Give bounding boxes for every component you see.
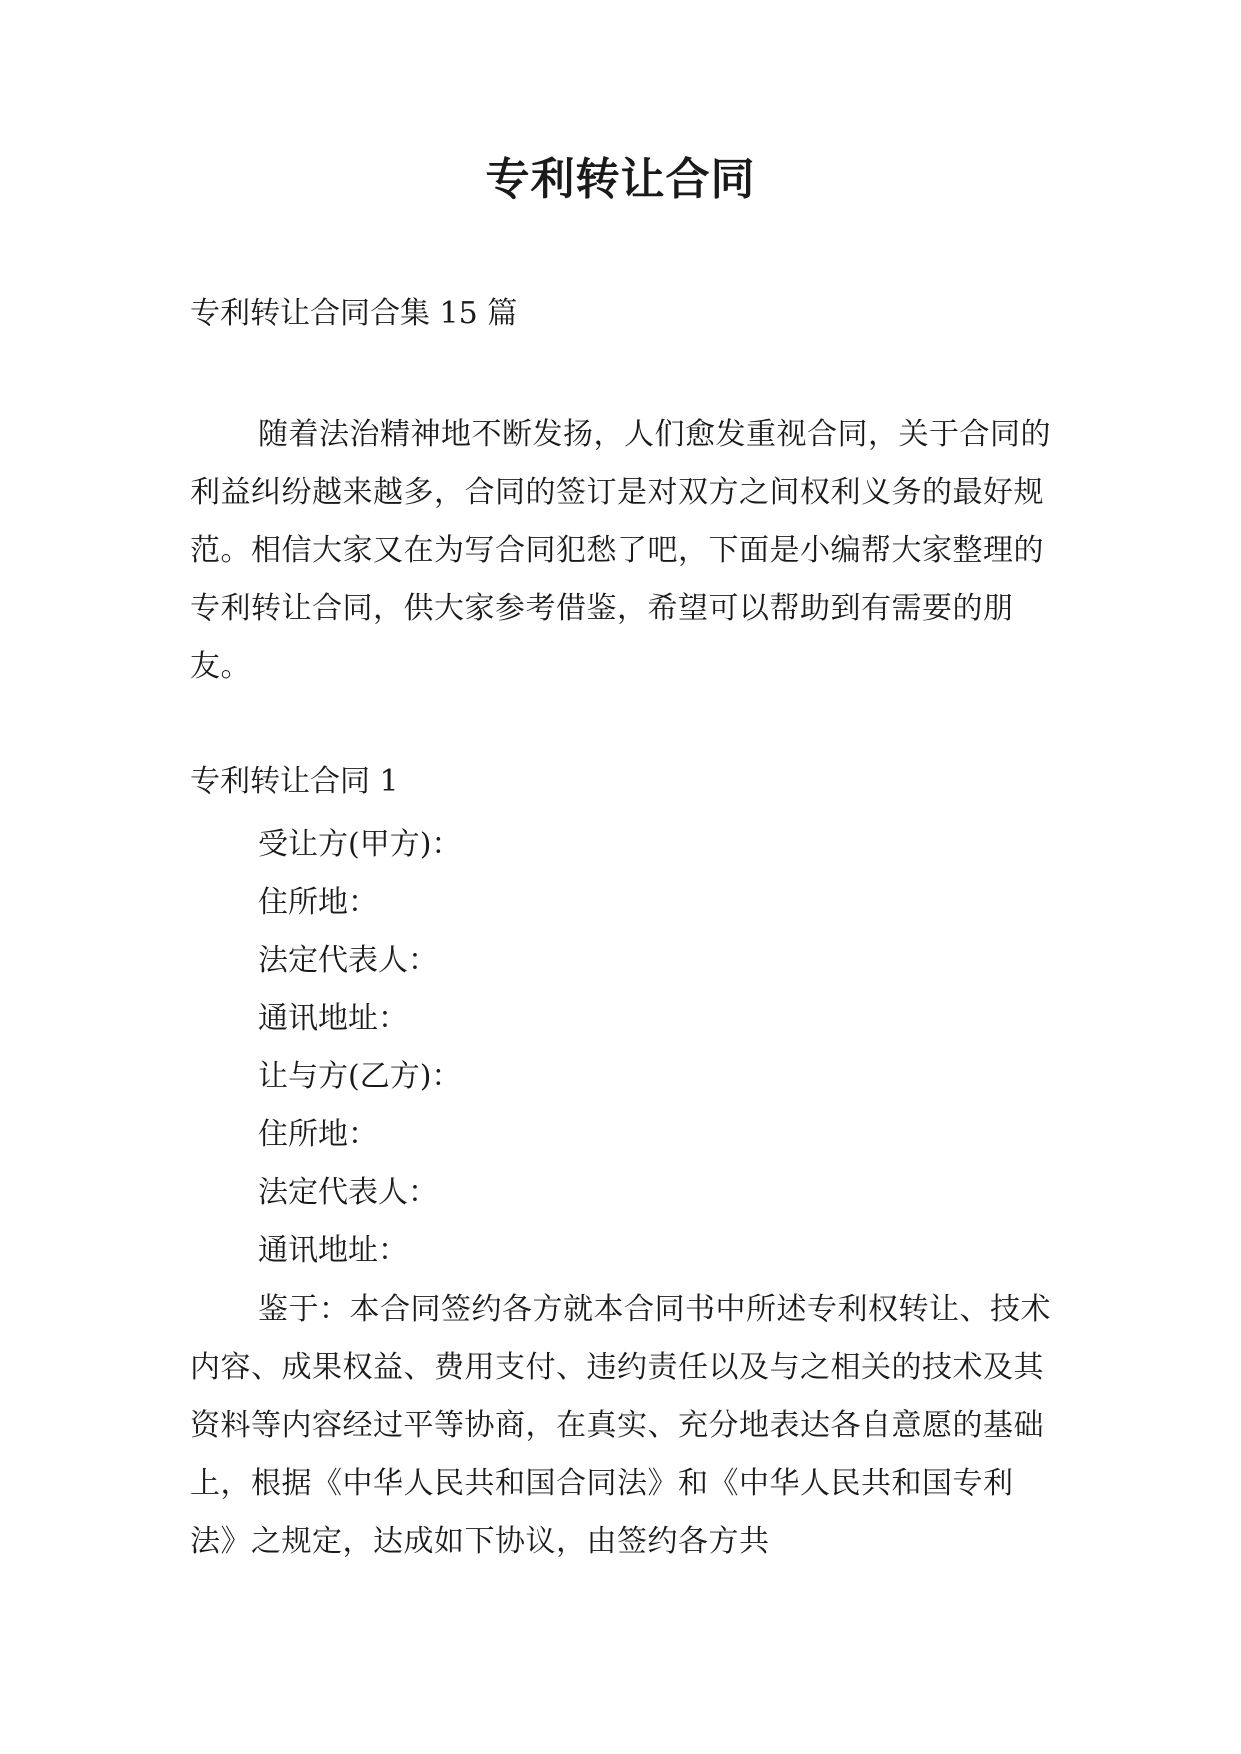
field-transferee-address: 住所地： [258, 885, 378, 920]
field-transferor: 让与方(乙方)： [258, 1059, 462, 1094]
intro-paragraph: 随着法治精神地不断发扬，人们愈发重视合同，关于合同的利益纠纷越来越多，合同的签订是对双方之间权利义务的最好规范。相信大家又在为写合同犯愁了吧，下面是小编帮大家整理的专利转让合同，供大家参考借鉴，希望可以帮助到有需要的朋友。 [190, 417, 1051, 684]
field-transferee: 受让方(甲方)： [258, 827, 462, 862]
party-fields [258, 816, 461, 1280]
field-transferor-address: 住所地： [258, 1117, 378, 1152]
field-transferee-representative: 法定代表人： [258, 943, 438, 978]
contract-1-heading: 专利转让合同 1 [190, 764, 399, 799]
field-transferor-mailing-address: 通讯地址： [258, 1233, 408, 1268]
recital-paragraph: 鉴于：本合同签约各方就本合同书中所述专利权转让、技术内容、成果权益、费用支付、违约责任以及与之相关的技术及其资料等内容经过平等协商，在真实、充分地表达各自意愿的基础上，根据《中华人民共和国合同法》和《中华人民共和国专利法》之规定，达成如下协议，由签约各方共 [190, 1292, 1051, 1559]
field-transferee-mailing-address: 通讯地址： [258, 1001, 408, 1036]
field-transferor-representative: 法定代表人： [258, 1175, 438, 1210]
collection-subtitle: 专利转让合同合集 15 篇 [190, 296, 518, 331]
document-title: 专利转让合同 [485, 154, 756, 205]
